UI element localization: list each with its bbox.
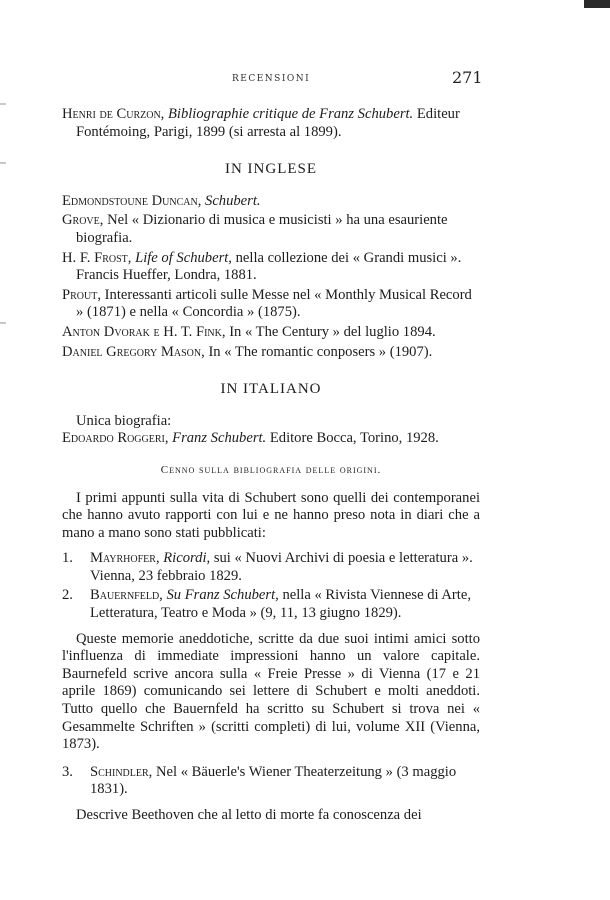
bibliography-entry: Anton Dvorak e H. T. Fink, In « The Century » del luglio 1894. xyxy=(62,323,436,340)
bibliography-entry: Henri de Curzon, Bibliographie critique de Franz Schubert. Editeur Fontémoing, Parigi, 1899 (si arresta al 1899). xyxy=(62,106,460,140)
running-head: RECENSIONI xyxy=(232,74,311,84)
margin-mark xyxy=(0,103,6,105)
bibliography-entry: Edmondstoune Duncan, Schubert. xyxy=(62,192,261,209)
page-header xyxy=(0,66,610,90)
intro-paragraph: I primi appunti sulla vita di Schubert sono quelli dei contemporanei che hanno avuto rapporti con lui e ne hanno preso nota in diari che a mano a mano sono stati pubblicati: xyxy=(62,489,480,541)
section-heading-english: IN INGLESE xyxy=(224,161,318,178)
numbered-item: 2. Bauernfeld, Su Franz Schubert, nella « Rivista Viennese di Arte, Letteratura, Teatro e Moda » (9, 11, 13 giugno 1829). xyxy=(62,587,471,622)
bibliography-entry: Daniel Gregory Mason, In « The romantic conposers » (1907). xyxy=(62,343,433,360)
page-body xyxy=(62,106,480,825)
bibliography-entry: Edoardo Roggeri, Franz Schubert. Editore Bocca, Torino, 1928. xyxy=(62,430,439,447)
edge-scan-mark xyxy=(584,0,610,8)
section-heading-italian: IN ITALIANO xyxy=(220,381,322,398)
margin-mark xyxy=(0,322,6,324)
final-paragraph: Descrive Beethoven che al letto di morte fa conoscenza dei xyxy=(76,807,422,823)
numbered-item: 3. Schindler, Nel « Bäuerle's Wiener Theaterzeitung » (3 maggio 1831). xyxy=(62,763,457,798)
memoirs-paragraph: Queste memorie aneddotiche, scritte da due suoi intimi amici sotto l'influenza di immediate impressioni hanno un valore capitale. Baurnefeld scrive ancora sulla « Freie Presse » di Vienna (17 e 21 aprile 1869) comunicando sei lettere di Schubert e molti aneddoti. Tutto quello che Bauernfeld ha scritto su Schubert si trova nei « Gesammelte Schriften » (scritti completi) di lui, volume XII (Vienna, 1873). xyxy=(62,630,480,753)
margin-mark xyxy=(0,162,6,164)
bibliography-entry: Grove, Nel « Dizionario di musica e musicisti » ha una esauriente biografia. xyxy=(62,212,448,246)
page-number: 271 xyxy=(452,68,483,87)
section-heading-bibliography: Cenno sulla bibliografia delle origini. xyxy=(160,463,382,476)
bibliography-entry: Prout, Interessanti articoli sulle Messe nel « Monthly Musical Record » (1871) e nella « Concordia » (1875). xyxy=(62,286,472,321)
numbered-item: 1. Mayrhofer, Ricordi, sui « Nuovi Archivi di poesia e letteratura ». Vienna, 23 febbraio 1829. xyxy=(62,550,473,584)
bibliography-entry: H. F. Frost, Life of Schubert, nella collezione dei « Grandi musici ». Francis Hueffer, Londra, 1881. xyxy=(62,249,462,284)
italian-intro: Unica biografia: xyxy=(76,412,172,429)
